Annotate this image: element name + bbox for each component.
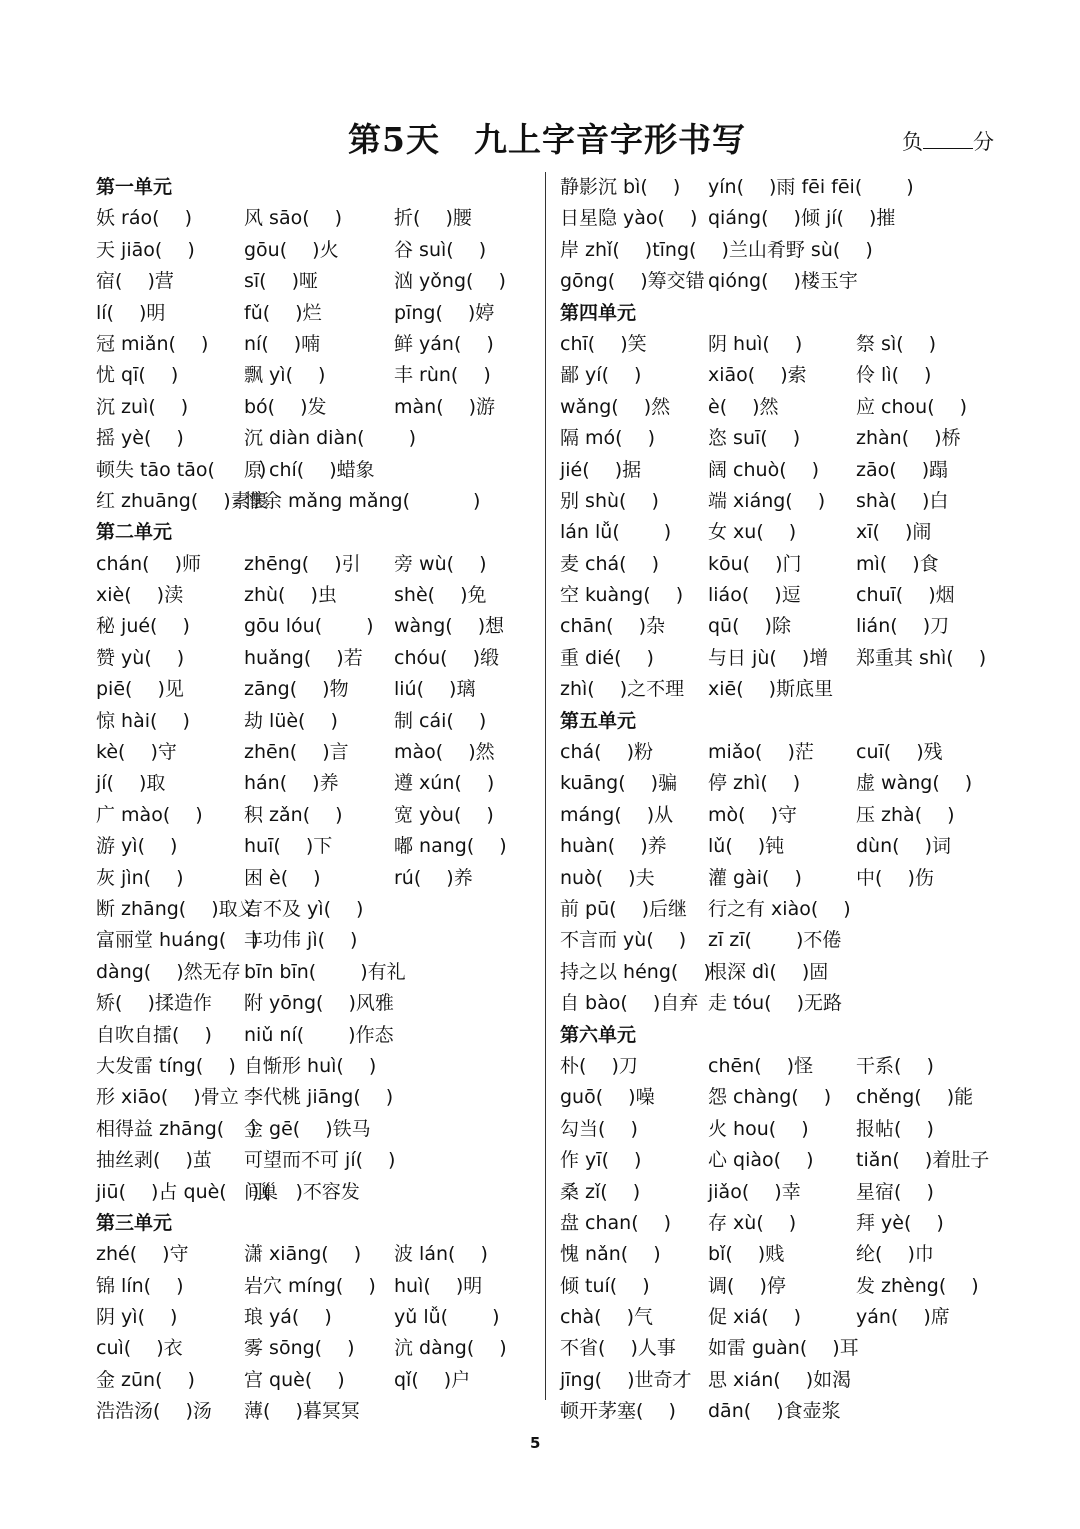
exercise-item: 行之有 xiào( ) [708, 897, 851, 920]
exercise-row [96, 1082, 536, 1113]
exercise-item: cuī( )残 [856, 741, 943, 764]
exercise-item: 与日 jù( )增 [708, 646, 829, 669]
exercise-item: 摇 yè( ) [96, 427, 184, 450]
exercise-row [560, 1396, 1000, 1427]
exercise-row [96, 957, 536, 988]
exercise-item: 妖 ráo( ) [96, 207, 192, 230]
exercise-row [560, 611, 1000, 642]
exercise-item: 天 jiāo( ) [96, 238, 195, 261]
exercise-item: bó( )发 [244, 395, 327, 418]
exercise-item: xiāo( )索 [708, 364, 807, 387]
exercise-item: 风 sāo( ) [244, 207, 343, 230]
exercise-item: zhé( )守 [96, 1243, 189, 1266]
exercise-item: huǎng( )若 [244, 646, 363, 669]
exercise-item: 灌 gài( ) [708, 866, 802, 889]
exercise-item: qǐ( )户 [394, 1368, 471, 1391]
exercise-item: dùn( )词 [856, 835, 952, 858]
exercise-row [560, 329, 1000, 360]
exercise-item: 停 zhì( ) [708, 772, 801, 795]
exercise-row [96, 235, 536, 266]
exercise-row [96, 1365, 536, 1396]
exercise-row [560, 1302, 1000, 1333]
exercise-item: xiē( )斯底里 [708, 678, 834, 701]
exercise-item: shè( )免 [394, 584, 487, 607]
exercise-item: chěng( )能 [856, 1086, 974, 1109]
exercise-item: 干系( ) [856, 1054, 934, 1077]
exercise-item: bīn bīn( )有礼 [244, 960, 406, 983]
exercise-item: 潇 xiāng( ) [244, 1243, 362, 1266]
exercise-item: 顿失 tāo tāo( ) [96, 458, 267, 481]
exercise-row [560, 235, 1000, 266]
exercise-row [96, 1333, 536, 1364]
exercise-item: 忧 qī( ) [96, 364, 179, 387]
exercise-item: chá( )粉 [560, 741, 653, 764]
exercise-row [560, 486, 1000, 517]
exercise-row [560, 1239, 1000, 1270]
exercise-row [96, 768, 536, 799]
exercise-item: wàng( )想 [394, 615, 505, 638]
exercise-item: dān( )食壶浆 [708, 1400, 841, 1423]
exercise-item: huàn( )养 [560, 835, 667, 858]
exercise-row [560, 423, 1000, 454]
exercise-item: 困 è( ) [244, 866, 321, 889]
exercise-row [560, 925, 1000, 956]
exercise-item: 思 xián( )如渴 [708, 1368, 852, 1391]
exercise-row [96, 203, 536, 234]
exercise-row [96, 360, 536, 391]
exercise-item: zāo( )蹋 [856, 458, 949, 481]
exercise-item: 顿开茅塞( ) [560, 1400, 676, 1423]
unit-heading: 第三单元 [96, 1211, 173, 1234]
exercise-item: 原 chí( )蜡象 [244, 458, 375, 481]
exercise-item: 广 mào( ) [96, 803, 203, 826]
exercise-row [560, 831, 1000, 862]
exercise-item: 沉 diàn diàn( ) [244, 427, 416, 450]
exercise-item: huī( )下 [244, 835, 333, 858]
exercise-item: rú( )养 [394, 866, 473, 889]
exercise-item: xī( )闹 [856, 521, 932, 544]
exercise-item: 怨 chàng( ) [708, 1086, 832, 1109]
exercise-row [96, 1051, 536, 1082]
exercise-item: chī( )笑 [560, 332, 647, 355]
exercise-item: piē( )见 [96, 678, 184, 701]
exercise-item: chà( )气 [560, 1306, 653, 1329]
exercise-item: 嘟 nang( ) [394, 835, 507, 858]
exercise-item: 恣 suī( ) [708, 427, 801, 450]
exercise-row [96, 1177, 536, 1208]
exercise-item: xiè( )渎 [96, 584, 184, 607]
exercise-item: 端 xiáng( ) [708, 489, 826, 512]
exercise-row [96, 894, 536, 925]
exercise-item: 惟余 mǎng mǎng( ) [244, 489, 481, 512]
exercise-row [560, 1333, 1000, 1364]
exercise-row [560, 800, 1000, 831]
exercise-item: liú( )璃 [394, 678, 476, 701]
exercise-item: màn( )游 [394, 395, 496, 418]
exercise-item: 中( )伤 [856, 866, 934, 889]
exercise-item: pīng( )婷 [394, 301, 495, 324]
exercise-item: ní( )喃 [244, 332, 321, 355]
exercise-item: yǔ lǚ( ) [394, 1306, 500, 1329]
exercise-item: 李代桃 jiāng( ) [244, 1086, 394, 1109]
exercise-row [96, 925, 536, 956]
exercise-item: 岸 zhǐ( )tīng( )兰山肴野 sù( ) [560, 238, 873, 261]
exercise-item: 附 yōng( )风雅 [244, 992, 394, 1015]
score-suffix: 分 [973, 130, 994, 154]
exercise-row [96, 737, 536, 768]
exercise-item: 波 lán( ) [394, 1243, 488, 1266]
exercise-item: 琅 yá( ) [244, 1306, 332, 1329]
exercise-item: lǔ( )钝 [708, 835, 785, 858]
exercise-item: chán( )师 [96, 552, 202, 575]
exercise-item: 麦 chá( ) [560, 552, 660, 575]
exercise-item: 虚 wàng( ) [856, 772, 973, 795]
exercise-item: 游 yì( ) [96, 835, 178, 858]
exercise-row [560, 266, 1000, 297]
exercise-item: 日星隐 yào( ) [560, 207, 698, 230]
exercise-item: 作 yī( ) [560, 1149, 642, 1172]
exercise-item: 灰 jìn( ) [96, 866, 184, 889]
exercise-row [96, 298, 536, 329]
exercise-row [560, 1208, 1000, 1239]
exercise-item: 锦 lín( ) [96, 1274, 184, 1297]
exercise-item: 宫 què( ) [244, 1368, 345, 1391]
exercise-row [560, 1177, 1000, 1208]
exercise-item: guō( )噪 [560, 1086, 655, 1109]
exercise-item: sī( )哑 [244, 270, 319, 293]
column-divider [545, 172, 546, 1400]
exercise-row [96, 266, 536, 297]
exercise-row [560, 580, 1000, 611]
exercise-row [96, 611, 536, 642]
exercise-row [96, 831, 536, 862]
exercise-item: niǔ ní( )作态 [244, 1023, 394, 1046]
exercise-item: miǎo( )茫 [708, 741, 814, 764]
exercise-item: 富丽堂 huáng( ) [96, 929, 259, 952]
exercise-item: jí( )取 [96, 772, 166, 795]
exercise-item: máng( )从 [560, 803, 674, 826]
exercise-item: 根深 dì( )固 [708, 960, 829, 983]
exercise-item: 可望而不可 jí( ) [244, 1149, 396, 1172]
exercise-item: 自吹自擂( ) [96, 1023, 212, 1046]
exercise-item: kuāng( )骗 [560, 772, 678, 795]
exercise-item: 持之以 héng( ) [560, 960, 711, 983]
exercise-item: chóu( )缎 [394, 646, 500, 669]
exercise-item: 重 dié( ) [560, 646, 654, 669]
exercise-row [560, 894, 1000, 925]
exercise-item: 勾当( ) [560, 1117, 638, 1140]
page-header [0, 114, 1080, 164]
exercise-item: 岩穴 míng( ) [244, 1274, 376, 1297]
exercise-item: 薄( )暮冥冥 [244, 1400, 360, 1423]
exercise-item: dàng( )然无存 [96, 960, 241, 983]
exercise-item: 倾 tuí( ) [560, 1274, 650, 1297]
exercise-row [560, 517, 1000, 548]
exercise-item: 谷 suì( ) [394, 238, 487, 261]
exercise-row [560, 172, 1000, 203]
exercise-row [560, 643, 1000, 674]
exercise-item: 相得益 zhāng( ) [96, 1117, 257, 1140]
exercise-item: 秘 jué( ) [96, 615, 190, 638]
exercise-item: zhì( )之不理 [560, 678, 685, 701]
exercise-row [560, 1145, 1000, 1176]
exercise-row [96, 423, 536, 454]
exercise-item: jiū( )占 què( )巢 [96, 1180, 279, 1203]
exercise-item: 旁 wù( ) [394, 552, 487, 575]
exercise-item: 红 zhuāng( )素裹 [96, 489, 269, 512]
exercise-item: 促 xiá( ) [708, 1306, 802, 1329]
exercise-row [560, 1051, 1000, 1082]
exercise-item: nuò( )夫 [560, 866, 655, 889]
exercise-item: 沆 dàng( ) [394, 1337, 507, 1360]
exercise-item: 压 zhà( ) [856, 803, 955, 826]
exercise-item: 金 zūn( ) [96, 1368, 195, 1391]
exercise-row [96, 455, 536, 486]
exercise-row [560, 674, 1000, 705]
unit-heading: 第六单元 [560, 1023, 637, 1046]
exercise-row [96, 549, 536, 580]
exercise-item: 空 kuàng( ) [560, 584, 684, 607]
exercise-item: 自惭形 huì( ) [244, 1054, 377, 1077]
exercise-item: jīng( )世奇才 [560, 1368, 692, 1391]
exercise-item: tiǎn( )着肚子 [856, 1149, 990, 1172]
exercise-item: kè( )守 [96, 741, 177, 764]
left-column [96, 172, 536, 1428]
exercise-item: yán( )席 [856, 1306, 950, 1329]
exercise-row [560, 1271, 1000, 1302]
exercise-item: 阴 yì( ) [96, 1306, 178, 1329]
exercise-item: 如雷 guàn( )耳 [708, 1337, 859, 1360]
exercise-item: mào( )然 [394, 741, 495, 764]
exercise-row [560, 988, 1000, 1019]
exercise-item: qióng( )楼玉宇 [708, 270, 858, 293]
exercise-item: jiǎo( )幸 [708, 1180, 801, 1203]
exercise-item: 折( )腰 [394, 207, 472, 230]
exercise-item: 言不及 yì( ) [244, 897, 364, 920]
exercise-item: 愧 nǎn( ) [560, 1243, 661, 1266]
exercise-item: 隔 mó( ) [560, 427, 656, 450]
exercise-item: jié( )据 [560, 458, 642, 481]
exercise-row [560, 768, 1000, 799]
exercise-item: 不省( )人事 [560, 1337, 676, 1360]
exercise-row [96, 643, 536, 674]
exercise-item: 鲜 yán( ) [394, 332, 494, 355]
exercise-row [560, 1114, 1000, 1145]
exercise-item: 宽 yòu( ) [394, 803, 494, 826]
exercise-item: 制 cái( ) [394, 709, 487, 732]
exercise-item: 间( )不容发 [244, 1180, 360, 1203]
unit-heading: 第一单元 [96, 176, 173, 198]
exercise-item: 惊 hài( ) [96, 709, 190, 732]
exercise-row [96, 1271, 536, 1302]
exercise-item: wǎng( )然 [560, 395, 671, 418]
exercise-item: chuī( )烟 [856, 584, 955, 607]
exercise-item: è( )然 [708, 395, 779, 418]
exercise-item: zhēn( )言 [244, 741, 349, 764]
score-blank[interactable] [923, 130, 973, 149]
exercise-row [96, 800, 536, 831]
exercise-row [96, 1396, 536, 1427]
exercise-item: zhēng( )引 [244, 552, 361, 575]
exercise-row [96, 1114, 536, 1145]
exercise-item: 劫 lüè( ) [244, 709, 338, 732]
exercise-item: qiáng( )倾 jí( )摧 [708, 207, 896, 230]
score-prefix: 负 [902, 130, 923, 154]
exercise-item: gōu( )火 [244, 238, 339, 261]
exercise-item: 雾 sōng( ) [244, 1337, 355, 1360]
exercise-item: 心 qiào( ) [708, 1149, 814, 1172]
exercise-item: 郑重其 shì( ) [856, 646, 987, 669]
exercise-item: liáo( )逗 [708, 584, 801, 607]
exercise-item: 抽丝剥( )茧 [96, 1149, 212, 1172]
exercise-item: cuì( )衣 [96, 1337, 183, 1360]
exercise-item: bǐ( )贱 [708, 1243, 785, 1266]
exercise-item: 自 bào( )自弃 [560, 992, 699, 1015]
exercise-item: 应 chou( ) [856, 395, 968, 418]
exercise-item: 丰 rùn( ) [394, 364, 491, 387]
exercise-item: qū( )除 [708, 615, 791, 638]
exercise-row [560, 1082, 1000, 1113]
exercise-item: 桑 zǐ( ) [560, 1180, 641, 1203]
exercise-item: 星宿( ) [856, 1180, 934, 1203]
exercise-row [96, 392, 536, 423]
exercise-item: shà( )白 [856, 489, 949, 512]
exercise-row [560, 863, 1000, 894]
unit-heading: 第四单元 [560, 301, 637, 324]
exercise-item: lí( )明 [96, 301, 166, 324]
exercise-item: gōu lóu( ) [244, 615, 374, 638]
exercise-item: lán lǚ( ) [560, 521, 672, 544]
exercise-item: 浩浩汤( )汤 [96, 1400, 212, 1423]
exercise-item: hán( )养 [244, 772, 339, 795]
unit-heading: 第二单元 [96, 521, 173, 544]
exercise-row [96, 674, 536, 705]
exercise-item: 鄙 yí( ) [560, 364, 642, 387]
exercise-item: 纶( )巾 [856, 1243, 934, 1266]
exercise-row [560, 455, 1000, 486]
exercise-item: zī zī( )不倦 [708, 929, 842, 952]
exercise-row [560, 549, 1000, 580]
exercise-row [96, 863, 536, 894]
unit-heading: 第五单元 [560, 709, 637, 732]
exercise-row [96, 988, 536, 1019]
exercise-item: 伶 lì( ) [856, 364, 932, 387]
exercise-item: 盘 chan( ) [560, 1211, 672, 1234]
page-title: 第5天 九上字音字形书写 [348, 120, 746, 159]
exercise-row [560, 957, 1000, 988]
exercise-item: 宿( )营 [96, 270, 174, 293]
exercise-item: yín( )雨 fēi fēi( ) [708, 176, 914, 198]
exercise-row [96, 1020, 536, 1051]
exercise-item: 阴 huì( ) [708, 332, 803, 355]
exercise-row [560, 392, 1000, 423]
exercise-item: 飘 yì( ) [244, 364, 326, 387]
exercise-row [560, 737, 1000, 768]
exercise-item: zhàn( )桥 [856, 427, 961, 450]
score-field [902, 126, 994, 156]
exercise-item: 不言而 yù( ) [560, 929, 687, 952]
exercise-row [560, 1365, 1000, 1396]
exercise-row [96, 1145, 536, 1176]
exercise-item: kōu( )门 [708, 552, 802, 575]
exercise-item: 存 xù( ) [708, 1211, 797, 1234]
exercise-item: 矫( )揉造作 [96, 992, 212, 1015]
exercise-item: 断 zhāng( )取义 [96, 897, 257, 920]
exercise-item: huì( )明 [394, 1274, 483, 1297]
exercise-item: chān( )杂 [560, 615, 666, 638]
exercise-item: 别 shù( ) [560, 489, 659, 512]
exercise-item: 发 zhèng( ) [856, 1274, 979, 1297]
exercise-item: 前 pū( )后继 [560, 897, 688, 920]
exercise-item: 积 zǎn( ) [244, 803, 343, 826]
exercise-item: chēn( )怪 [708, 1054, 814, 1077]
exercise-item: 沉 zuì( ) [96, 395, 189, 418]
exercise-item: mì( )食 [856, 552, 939, 575]
exercise-item: 阔 chuò( ) [708, 458, 820, 481]
exercise-item: 拜 yè( ) [856, 1211, 944, 1234]
exercise-row [560, 360, 1000, 391]
exercise-item: 报帖( ) [856, 1117, 934, 1140]
right-column [560, 172, 1000, 1428]
exercise-item: 朴( )刀 [560, 1054, 638, 1077]
exercise-item: 遵 xún( ) [394, 772, 495, 795]
exercise-item: 静影沉 bì( ) [560, 176, 681, 198]
exercise-item: 火 hou( ) [708, 1117, 809, 1140]
exercise-item: zāng( )物 [244, 678, 349, 701]
exercise-row [96, 486, 536, 517]
exercise-item: fǔ( )烂 [244, 301, 322, 324]
exercise-item: 大发雷 tíng( ) [96, 1054, 236, 1077]
exercise-item: 汹 yǒng( ) [394, 270, 506, 293]
page-number: 5 [530, 1434, 541, 1452]
exercise-item: zhù( )虫 [244, 584, 337, 607]
exercise-item: mò( )守 [708, 803, 797, 826]
exercise-item: gōng( )筹交错 [560, 270, 705, 293]
exercise-item: lián( )刀 [856, 615, 950, 638]
exercise-item: 调( )停 [708, 1274, 786, 1297]
exercise-item: 丰功伟 jì( ) [244, 929, 358, 952]
exercise-item: 冠 miǎn( ) [96, 332, 209, 355]
exercise-item: 形 xiāo( )骨立 [96, 1086, 239, 1109]
exercise-item: 走 tóu( )无路 [708, 992, 843, 1015]
exercise-row [96, 329, 536, 360]
exercise-item: 赞 yù( ) [96, 646, 185, 669]
exercise-row [96, 1302, 536, 1333]
exercise-row [560, 203, 1000, 234]
exercise-row [96, 580, 536, 611]
exercise-item: 女 xu( ) [708, 521, 797, 544]
exercise-item: 金 gē( )铁马 [244, 1117, 371, 1140]
exercise-row [96, 1239, 536, 1270]
exercise-item: 祭 sì( ) [856, 332, 937, 355]
exercise-row [96, 706, 536, 737]
